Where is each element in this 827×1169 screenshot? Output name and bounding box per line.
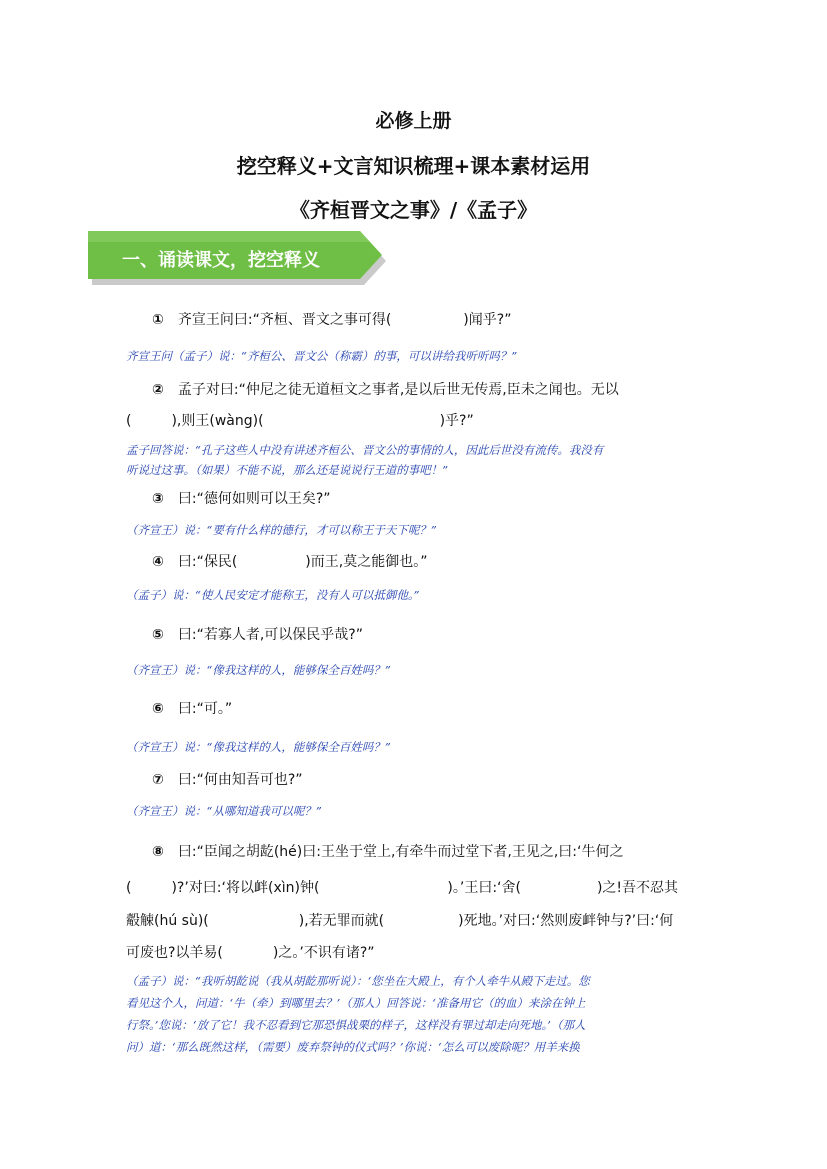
passage-8-text-2c: )。’王曰:‘舍( xyxy=(447,880,521,896)
passage-2-text-2a: ( xyxy=(126,413,132,429)
translation-8-line-1: （孟子）说：“我听胡龁说（我从胡龁那听说）：‘您坐在大殿上，有个人牵牛从殿下走过。您 xyxy=(126,974,590,988)
passage-2-text-2c: )乎?” xyxy=(439,413,474,429)
passage-8-text-1: 曰:“臣闻之胡龁(hé)曰:王坐于堂上,有牵牛而过堂下者,王见之,曰:‘牛何之 xyxy=(177,844,624,860)
passage-8-text-2b: )?’对曰:‘将以衅(xìn)钟( xyxy=(171,880,320,896)
passage-8-text-3c: )死地。’对曰:‘然则废衅钟与?’曰:‘何 xyxy=(458,913,674,929)
passage-2-text-1: 孟子对曰:“仲尼之徒无道桓文之事者,是以后世无传焉,臣未之闻也。无以 xyxy=(177,382,619,398)
passage-8-line-1 xyxy=(152,841,623,861)
passage-4 xyxy=(152,551,427,571)
passage-1 xyxy=(152,309,511,329)
passage-2-text-2b: ),则王(wàng)( xyxy=(171,413,264,429)
passage-2-line-1 xyxy=(152,379,619,399)
passage-8-number: ⑧ xyxy=(152,844,164,860)
passage-1-text-b: )闻乎?” xyxy=(463,312,512,328)
passage-3 xyxy=(152,488,331,508)
passage-8-text-2d: )之!吾不忍其 xyxy=(596,880,679,896)
passage-4-number: ④ xyxy=(152,554,164,570)
passage-4-text-b: )而王,莫之能御也。” xyxy=(305,554,428,570)
section-heading: 一、诵读课文，挖空释义 xyxy=(122,250,320,271)
passage-7-text: 曰:“何由知吾可也?” xyxy=(177,772,303,788)
passage-5-text: 曰:“若寡人者,可以保民乎哉?” xyxy=(177,627,363,643)
translation-1: 齐宣王问（孟子）说：“齐桓公、晋文公（称霸）的事，可以讲给我听听吗？” xyxy=(126,349,518,363)
translation-6: （齐宣王）说：“像我这样的人，能够保全百姓吗？” xyxy=(126,740,391,754)
translation-7: （齐宣王）说：“从哪知道我可以呢？” xyxy=(126,804,322,818)
passage-7 xyxy=(152,769,303,789)
passage-8-text-3a: 觳觫(hú sù)( xyxy=(126,913,209,929)
passage-4-text-a: 曰:“保民( xyxy=(177,554,238,570)
passage-8-text-4a: 可废也?以羊易( xyxy=(126,945,223,961)
translation-8-line-2: 看见这个人，问道：‘牛（牵）到哪里去？’（那人）回答说：‘准备用它（的血）来涂在钟上 xyxy=(126,996,586,1010)
translation-2-line-1: 孟子回答说：“孔子这些人中没有讲述齐桓公、晋文公的事情的人，因此后世没有流传。我没有 xyxy=(126,443,604,457)
doc-title-volume: 必修上册 xyxy=(375,110,452,132)
passage-6-number: ⑥ xyxy=(152,701,164,717)
translation-5: （齐宣王）说：“像我这样的人，能够保全百姓吗？” xyxy=(126,663,391,677)
passage-6 xyxy=(152,698,232,718)
passage-8-text-4b: )之。’不识有诸?” xyxy=(272,945,375,961)
passage-8-line-4 xyxy=(126,942,375,962)
translation-3: （齐宣王）说：“要有什么样的德行，才可以称王于天下呢？” xyxy=(126,523,437,537)
translation-8-line-3: 行祭。’您说：‘放了它！我不忍看到它那恐惧战栗的样子，这样没有罪过却走向死地。’（那人 xyxy=(126,1018,586,1032)
passage-7-number: ⑦ xyxy=(152,772,164,788)
passage-6-text: 曰:“可。” xyxy=(177,701,233,717)
passage-5-number: ⑤ xyxy=(152,627,164,643)
doc-title-main: 挖空释义+文言知识梳理+课本素材运用 xyxy=(236,154,591,178)
doc-title-text: 《齐桓晋文之事》/《孟子》 xyxy=(289,198,538,222)
passage-8-line-3 xyxy=(126,910,673,930)
translation-8-line-4: 问）道：‘那么既然这样，（需要）废弃祭钟的仪式吗？’你说：‘怎么可以废除呢？用羊来换 xyxy=(126,1040,580,1054)
passage-3-number: ③ xyxy=(152,491,164,507)
passage-3-text: 曰:“德何如则可以王矣?” xyxy=(177,491,331,507)
passage-8-text-2a: ( xyxy=(126,880,132,896)
passage-8-text-3b: ),若无罪而就( xyxy=(298,913,385,929)
translation-2-line-2: 听说过这事。（如果）不能不说，那么还是说说行王道的事吧！” xyxy=(126,463,449,477)
passage-5 xyxy=(152,624,363,644)
passage-2-number: ② xyxy=(152,382,164,398)
translation-4: （孟子）说：“使人民安定才能称王，没有人可以抵御他。” xyxy=(126,588,420,602)
passage-2-line-2 xyxy=(126,410,474,430)
passage-1-number: ① xyxy=(152,312,164,328)
section-banner xyxy=(88,231,388,291)
passage-1-text-a: 齐宣王问曰:“齐桓、晋文之事可得( xyxy=(177,312,392,328)
passage-8-line-2 xyxy=(126,877,678,897)
